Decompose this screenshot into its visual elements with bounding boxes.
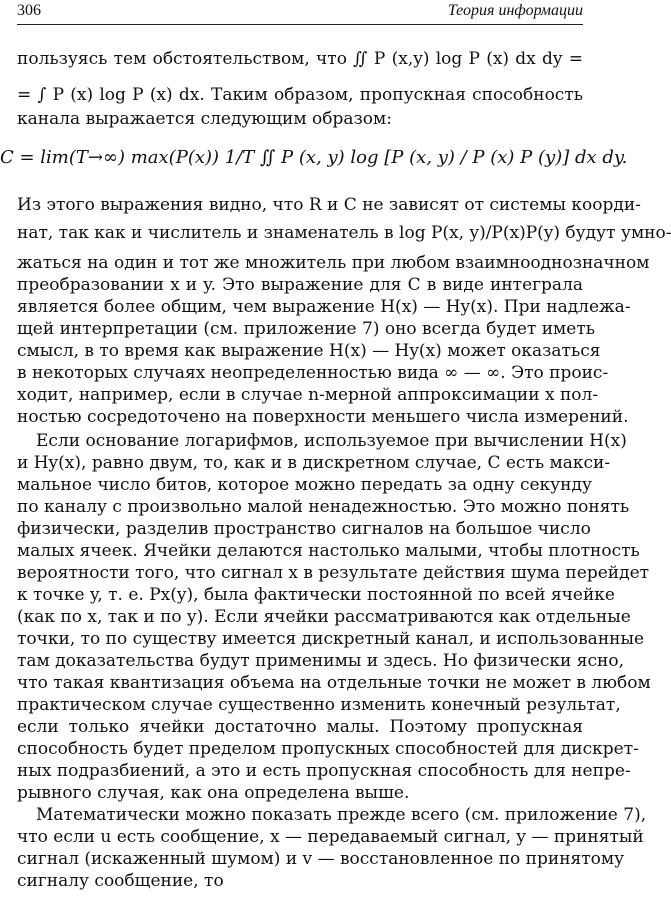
text-line: является более общим, чем выражение H(x) — Hy(x). При надлежа- [17,297,631,317]
text-line: Математически можно показать прежде всего (см. приложение 7), [36,805,647,825]
text-line: ностью сосредоточено на поверхности меньшего числа измерений. [17,407,629,427]
text-line: ходит, например, если в случае n-мерной аппроксимации x пол- [17,385,599,405]
text-line: способность будет пределом пропускных способностей для дискрет- [17,739,639,759]
running-title: Теория информации [447,2,583,19]
text-line: если только ячейки достаточно малы. Поэтому пропускная [17,717,583,737]
header-rule [17,24,583,25]
running-header [17,2,583,24]
text-line: малых ячеек. Ячейки делаются настолько малыми, чтобы плотность [17,541,640,561]
text-line: и Hy(x), равно двум, то, как и в дискретном случае, C есть макси- [17,453,611,473]
text-line: жаться на один и тот же множитель при любом взаимнооднозначном [17,253,650,273]
text-line: в некоторых случаях неопределенностью вида ∞ — ∞. Это проис- [17,363,609,383]
text-line: вероятности того, что сигнал x в результате действия шума перейдет [17,563,650,583]
text-line: нат, так как и числитель и знаменатель в log P(x, y)/P(x)P(y) будут умно- [17,223,671,243]
text-line: мальное число битов, которое можно передать за одну секунду [17,475,592,495]
text-line: точки, то по существу имеется дискретный канал, и использованные [17,629,645,649]
capacity-equation: C = lim(T→∞) max(P(x)) 1/T ∬ P (x, y) log [P (x, y) / P (x) P (y)] dx dy. [0,147,628,168]
text-line: (как по x, так и по y). Если ячейки рассматриваются как отдельные [17,607,631,627]
text-line: по каналу с произвольно малой ненадежностью. Это можно понять [17,497,630,517]
text-line: Если основание логарифмов, используемое при вычислении H(x) [36,431,627,451]
text-line: сигналу сообщение, то [17,871,224,891]
text-line: преобразовании x и y. Это выражение для C в виде интеграла [17,275,583,295]
text-line: что такая квантизация объема на отдельные точки не может в любом [17,673,651,693]
text-line: что если u есть сообщение, x — передаваемый сигнал, y — принятый [17,827,644,847]
text-line: практическом случае существенно изменить конечный результат, [17,695,621,715]
text-line: Из этого выражения видно, что R и C не зависят от системы коорди- [17,195,641,215]
text-line: пользуясь тем обстоятельством, что ∬ P (x,y) log P (x) dx dy = [17,49,583,69]
text-line: щей интерпретации (см. приложение 7) оно всегда будет иметь [17,319,595,339]
page-number: 306 [17,2,41,19]
text-line: физически, разделив пространство сигналов на большое число [17,519,591,539]
text-line: к точке y, т. е. Px(y), была фактически постоянной по всей ячейке [17,585,615,605]
text-line: рывного случая, как она определена выше. [17,783,410,803]
text-line: смысл, в то время как выражение H(x) — Hy(x) может оказаться [17,341,601,361]
text-line: канала выражается следующим образом: [17,109,392,129]
text-line: там доказательства будут применимы и здесь. Но физически ясно, [17,651,624,671]
text-line: = ∫ P (x) log P (x) dx. Таким образом, пропускная способность [17,85,583,105]
text-line: сигнал (искаженный шумом) и v — восстановленное по принятому [17,849,625,869]
text-line: ных подразбиений, а это и есть пропускная способность для непре- [17,761,631,781]
